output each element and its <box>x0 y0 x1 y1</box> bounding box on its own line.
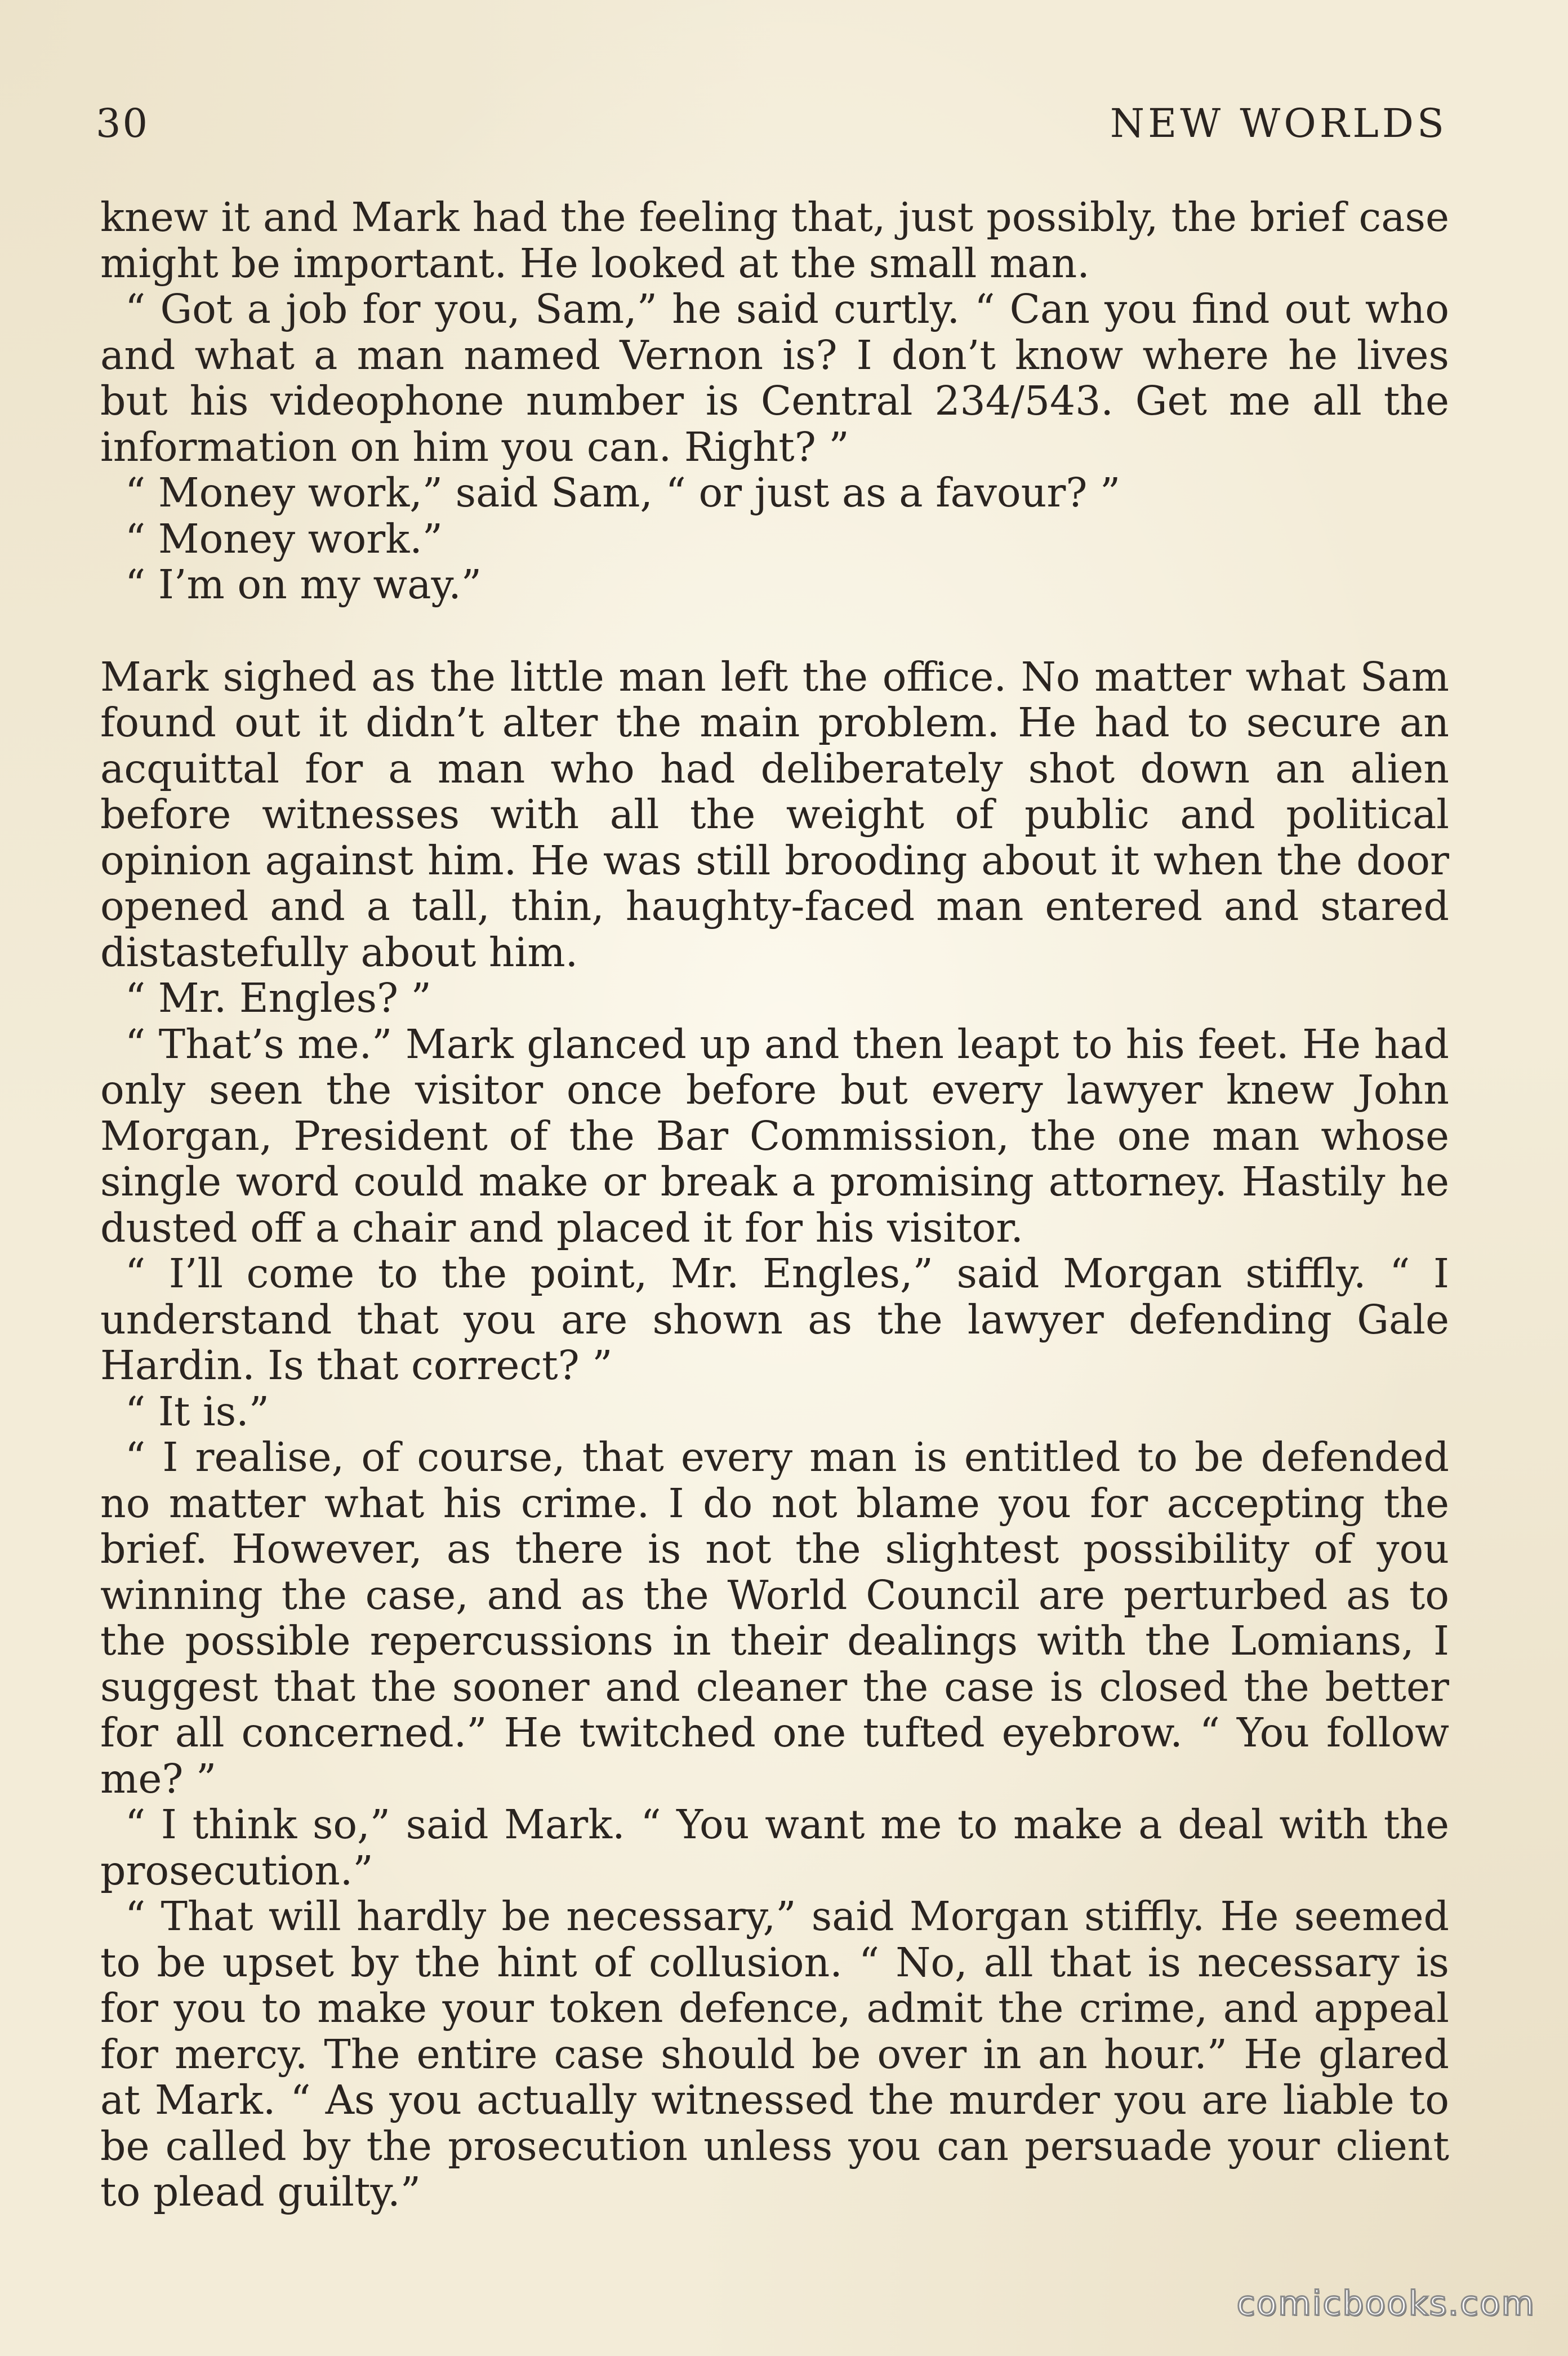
paragraph-narrative: Mark sighed as the little man left the office. No matter what Sam found out it didn’t alter the main problem. He had to secure an acquittal for a man who had deliberately shot down an alien before witnesses with all the weight of public and political opinion against him. He was still brooding about it when the door opened and a tall, thin, haughty-faced man entered and stared distastefully about him. <box>100 653 1449 976</box>
paragraph-dialogue: “ Got a job for you, Sam,” he said curtly. “ Can you find out who and what a man named Vernon is? I don’t know where he lives but his videophone number is Central 234/543. Get me all the information on him you can. Right? ” <box>100 286 1449 470</box>
paragraph-dialogue: “ It is.” <box>125 1388 270 1435</box>
paragraph-dialogue: “ That will hardly be necessary,” said Morgan stiffly. He seemed to be upset by the hint of collusion. “ No, all that is necessary is for you to make your token defence, admit the crime, and appeal for mercy. The entire case should be over in an hour.” He glared at Mark. “ As you actually witnessed the murder you are liable to be called by the prosecution unless you can persuade your client to plead guilty.” <box>100 1893 1449 2215</box>
page-header <box>96 100 1447 157</box>
paragraph-dialogue: “ Mr. Engles? ” <box>125 975 431 1021</box>
paragraph-continuation: knew it and Mark had the feeling that, just possibly, the brief case might be important. He looked at the small man. <box>100 194 1449 287</box>
section-break <box>100 608 1449 654</box>
paragraph-dialogue: “ Money work,” said Sam, “ or just as a favour? ” <box>125 469 1121 516</box>
body-text <box>100 194 1449 2215</box>
paragraph-dialogue: “ Money work.” <box>125 515 443 562</box>
page-number: 30 <box>96 100 150 146</box>
paragraph-dialogue: “ I think so,” said Mark. “ You want me to make a deal with the prosecution.” <box>100 1801 1449 1894</box>
running-head: NEW WORLDS <box>1110 100 1447 146</box>
paragraph-dialogue: “ I’m on my way.” <box>125 561 482 608</box>
watermark: comicbooks.com <box>1236 2284 1535 2323</box>
paragraph-dialogue: “ I realise, of course, that every man is entitled to be defended no matter what his crime. I do not blame you for accepting the brief. However, as there is not the slightest possibility of you winning the case, and as the World Council are perturbed as to the possible repercussions in their dealings with the Lomians, I suggest that the sooner and cleaner the case is closed the better for all concerned.” He twitched one tufted eyebrow. “ You follow me? ” <box>100 1434 1449 1802</box>
paragraph-dialogue: “ I’ll come to the point, Mr. Engles,” said Morgan stiffly. “ I understand that you are shown as the lawyer defending Gale Hardin. Is that correct? ” <box>100 1250 1449 1389</box>
paragraph-dialogue: “ That’s me.” Mark glanced up and then leapt to his feet. He had only seen the visitor once before but every lawyer knew John Morgan, President of the Bar Commission, the one man whose single word could make or break a promising attorney. Hastily he dusted off a chair and placed it for his visitor. <box>100 1020 1449 1251</box>
